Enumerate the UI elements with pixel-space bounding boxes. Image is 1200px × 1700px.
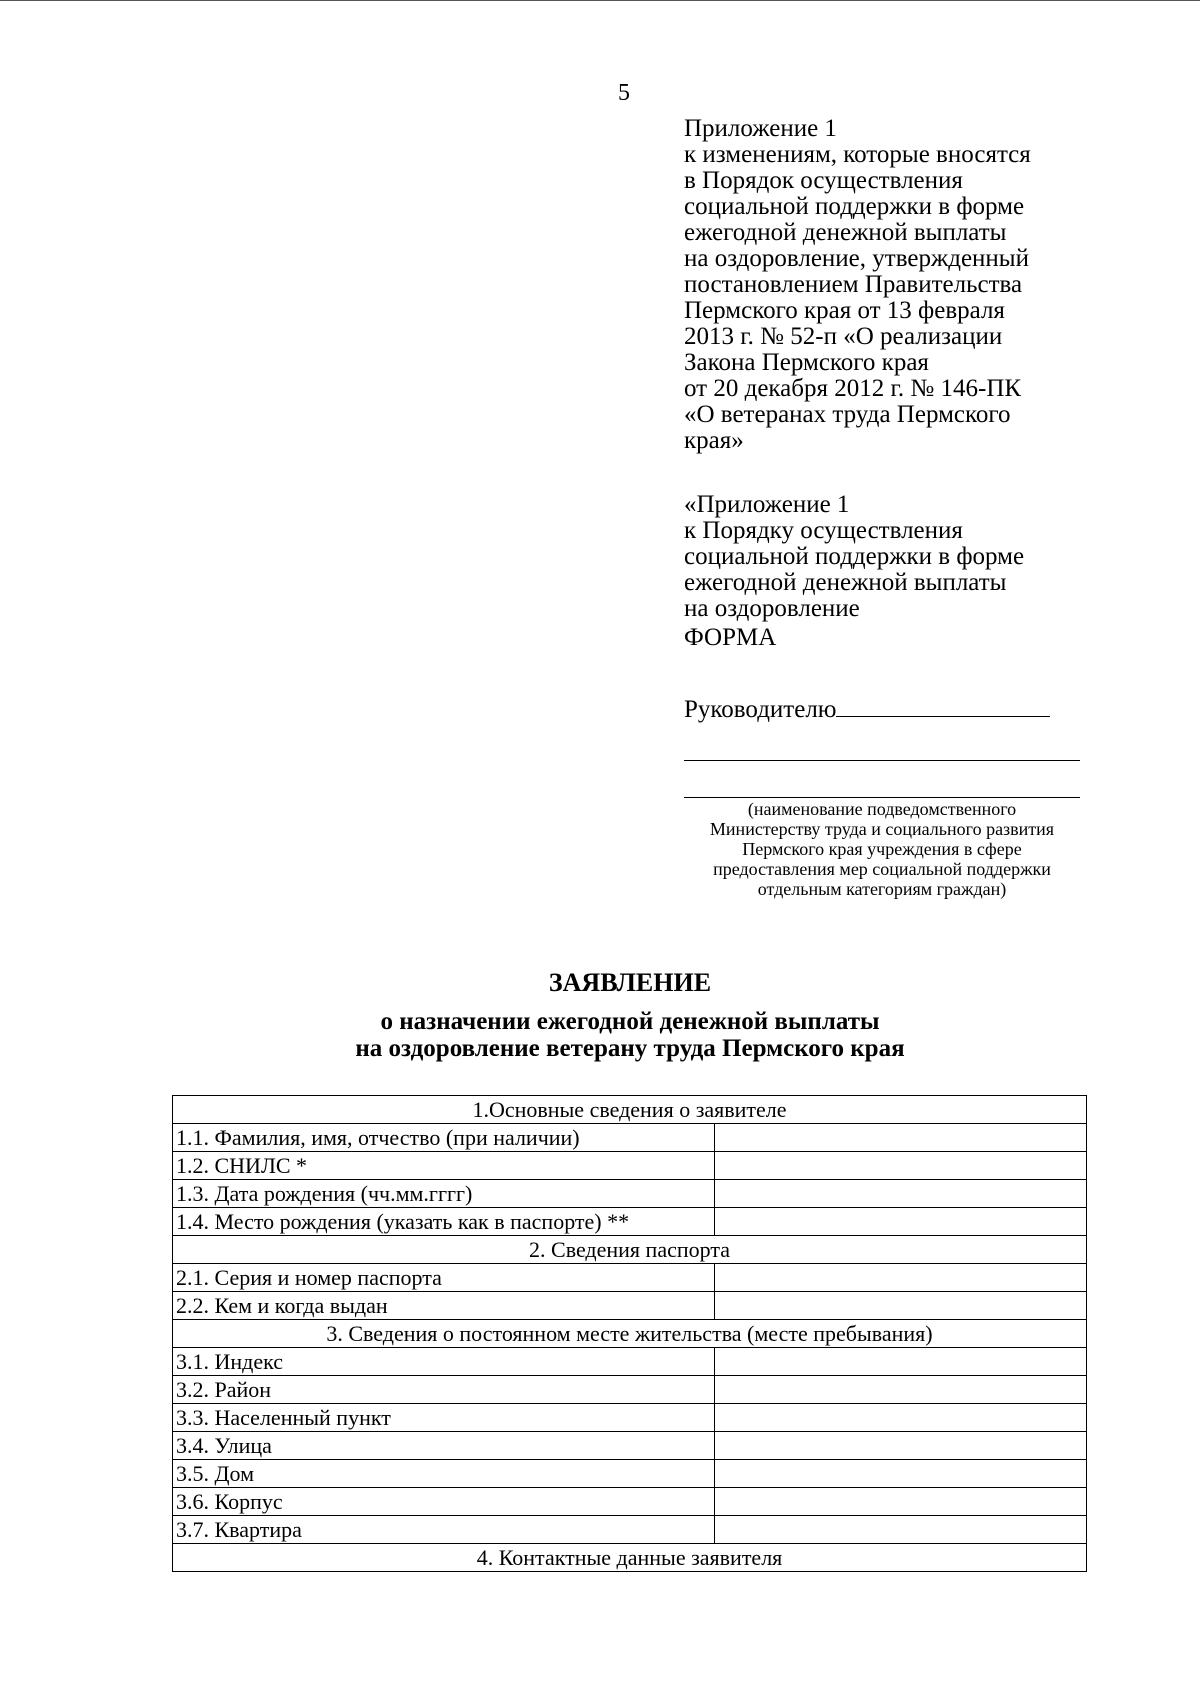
- appendix-note-line: «О ветеранах труда Пермского: [684, 401, 1011, 428]
- field-value-cell[interactable]: [714, 1152, 1086, 1180]
- table-row: [173, 1432, 1087, 1460]
- field-value-cell[interactable]: [714, 1180, 1086, 1208]
- appendix-note-line: Приложение 1: [684, 115, 837, 142]
- document-subtitle: [0, 1008, 1200, 1062]
- application-form-table: [172, 1095, 1087, 1572]
- field-label: 1.4. Место рождения (указать как в паспорте) **: [173, 1208, 715, 1236]
- section-heading-row: [173, 1544, 1087, 1572]
- scan-top-edge: [0, 0, 1200, 1]
- appendix-note-line: 2013 г. № 52-п «О реализации: [684, 323, 1003, 350]
- addressee-blank-line-2[interactable]: [684, 797, 1080, 798]
- addressee-line: [684, 694, 1050, 724]
- section-heading: 3. Сведения о постоянном месте жительства (месте пребывания): [173, 1320, 1087, 1348]
- appendix-note-line: к изменениям, которые вносятся: [684, 141, 1031, 168]
- section-heading-row: [173, 1320, 1087, 1348]
- appendix-quote-line: «Приложение 1: [684, 491, 850, 518]
- caption-line: Министерству труда и социального развития: [709, 819, 1055, 839]
- appendix-note-line: в Порядок осуществления: [684, 167, 963, 194]
- document-title: ЗАЯВЛЕНИЕ: [548, 968, 712, 997]
- field-value-cell[interactable]: [714, 1432, 1086, 1460]
- caption-line: (наименование подведомственного: [747, 799, 1017, 819]
- caption-line: Пермского края учреждения в сфере: [742, 839, 1022, 859]
- field-value-cell[interactable]: [714, 1208, 1086, 1236]
- field-label: 3.4. Улица: [173, 1432, 715, 1460]
- section-heading: 4. Контактные данные заявителя: [173, 1544, 1087, 1572]
- table-row: [173, 1404, 1087, 1432]
- field-label: 3.1. Индекс: [173, 1348, 715, 1376]
- spacer: [684, 454, 1104, 492]
- field-value-cell[interactable]: [714, 1124, 1086, 1152]
- table-row: [173, 1348, 1087, 1376]
- field-label: 2.1. Серия и номер паспорта: [173, 1264, 715, 1292]
- table-row: [173, 1516, 1087, 1544]
- appendix-note-line: Закона Пермского края: [684, 349, 929, 376]
- field-value-cell[interactable]: [714, 1292, 1086, 1320]
- section-heading: 2. Сведения паспорта: [173, 1236, 1087, 1264]
- page-number: 5: [618, 80, 630, 106]
- table-row: [173, 1208, 1087, 1236]
- addressee-caption: [684, 799, 1080, 899]
- appendix-quote-line: ежегодной денежной выплаты: [684, 569, 1007, 596]
- field-value-cell[interactable]: [714, 1348, 1086, 1376]
- field-label: 3.7. Квартира: [173, 1516, 715, 1544]
- field-label: 1.3. Дата рождения (чч.мм.гггг): [173, 1180, 715, 1208]
- appendix-quote: [684, 492, 1104, 622]
- table-row: [173, 1376, 1087, 1404]
- appendix-quote-line: к Порядку осуществления: [684, 517, 963, 544]
- table-row: [173, 1488, 1087, 1516]
- field-label: 3.5. Дом: [173, 1460, 715, 1488]
- field-label: 3.6. Корпус: [173, 1488, 715, 1516]
- appendix-quote-line: социальной поддержки в форме: [684, 543, 1025, 570]
- field-value-cell[interactable]: [714, 1460, 1086, 1488]
- appendix-header: [684, 116, 1104, 622]
- section-heading: 1.Основные сведения о заявителе: [173, 1096, 1087, 1124]
- table-row: [173, 1152, 1087, 1180]
- subtitle-line: на оздоровление ветерану труда Пермского края: [355, 1035, 905, 1062]
- appendix-note-line: постановлением Правительства: [684, 271, 1023, 298]
- subtitle-line: о назначении ежегодной денежной выплаты: [380, 1008, 880, 1035]
- appendix-note-line: от 20 декабря 2012 г. № 146-ПК: [684, 375, 1022, 402]
- section-heading-row: [173, 1096, 1087, 1124]
- addressee-label: Руководителю: [684, 696, 837, 723]
- table-row: [173, 1180, 1087, 1208]
- field-value-cell[interactable]: [714, 1488, 1086, 1516]
- table-row: [173, 1292, 1087, 1320]
- field-label: 1.1. Фамилия, имя, отчество (при наличии): [173, 1124, 715, 1152]
- field-value-cell[interactable]: [714, 1404, 1086, 1432]
- field-label: 3.3. Населенный пункт: [173, 1404, 715, 1432]
- field-value-cell[interactable]: [714, 1376, 1086, 1404]
- appendix-quote-line: на оздоровление: [684, 595, 860, 622]
- appendix-note-line: Пермского края от 13 февраля: [684, 297, 1005, 324]
- field-value-cell[interactable]: [714, 1516, 1086, 1544]
- appendix-note-line: края»: [684, 427, 744, 454]
- appendix-note: [684, 116, 1104, 454]
- section-heading-row: [173, 1236, 1087, 1264]
- appendix-note-line: ежегодной денежной выплаты: [684, 219, 1007, 246]
- caption-line: отдельным категориям граждан): [757, 879, 1007, 899]
- field-value-cell[interactable]: [714, 1264, 1086, 1292]
- field-label: 2.2. Кем и когда выдан: [173, 1292, 715, 1320]
- table-row: [173, 1460, 1087, 1488]
- table-row: [173, 1124, 1087, 1152]
- addressee-blank-line-1[interactable]: [684, 760, 1080, 761]
- table-row: [173, 1264, 1087, 1292]
- addressee-blank[interactable]: [836, 694, 1050, 717]
- field-label: 3.2. Район: [173, 1376, 715, 1404]
- appendix-note-line: на оздоровление, утвержденный: [684, 245, 1029, 272]
- field-label: 1.2. СНИЛС *: [173, 1152, 715, 1180]
- caption-line: предоставления мер социальной поддержки: [713, 859, 1051, 879]
- appendix-note-line: социальной поддержки в форме: [684, 193, 1025, 220]
- form-label: ФОРМА: [684, 624, 777, 651]
